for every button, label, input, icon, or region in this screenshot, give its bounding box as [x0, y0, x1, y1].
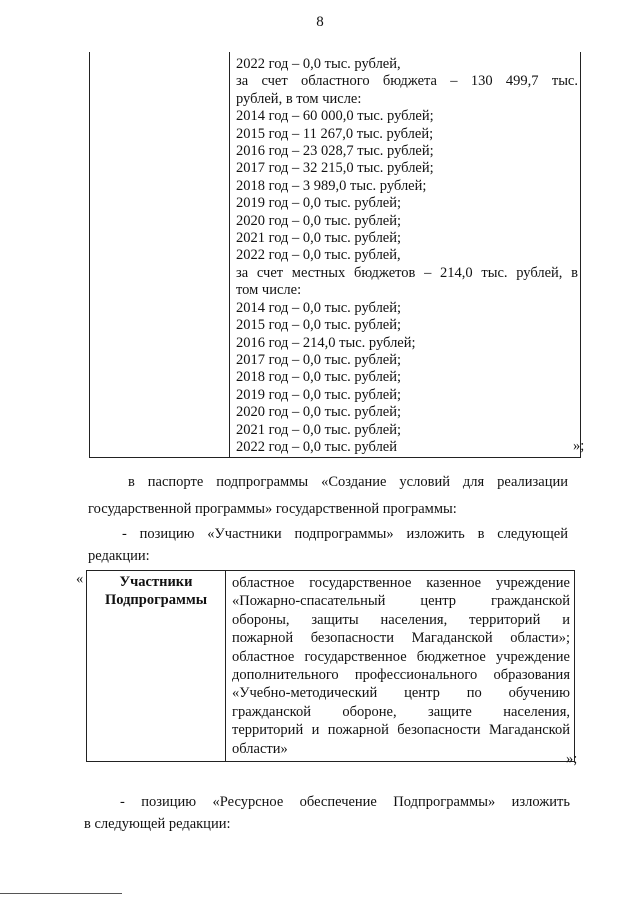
funding-line: 2022 год – 0,0 тыс. рублей,: [236, 247, 401, 264]
participants-line: «Пожарно-спасательный центр гражданской: [232, 593, 570, 610]
funding-line: 2022 год – 0,0 тыс. рублей: [236, 438, 398, 455]
footer-rule: [0, 893, 122, 894]
participants-label: Участники: [119, 574, 193, 590]
funding-line: 2014 год – 60 000,0 тыс. рублей;: [236, 108, 434, 125]
funding-table: [89, 52, 581, 458]
participants-line: областное государственное бюджетное учреждение: [232, 648, 570, 665]
paragraph-line: - позицию «Ресурсное обеспечение Подпрограммы» изложить: [120, 794, 570, 810]
funding-line: 2019 год – 0,0 тыс. рублей;: [236, 195, 402, 212]
funding-line: 2021 год – 0,0 тыс. рублей;: [236, 421, 402, 438]
participants-value-cell: [232, 574, 570, 758]
funding-line: 2017 год – 0,0 тыс. рублей;: [236, 351, 402, 368]
table-column-divider: [229, 52, 230, 457]
funding-line: 2014 год – 0,0 тыс. рублей;: [236, 299, 402, 316]
funding-line: 2020 год – 0,0 тыс. рублей;: [236, 404, 402, 421]
paragraph-line: государственной программы» государственной программы:: [88, 500, 457, 517]
resource-position-paragraph: [84, 794, 570, 833]
funding-line: 2021 год – 0,0 тыс. рублей;: [236, 230, 402, 247]
funding-line: 2019 год – 0,0 тыс. рублей;: [236, 386, 402, 403]
table-column-divider: [225, 571, 226, 761]
funding-line: том числе:: [236, 282, 302, 299]
paragraph-line: - позицию «Участники подпрограммы» изложить в следующей: [122, 526, 568, 542]
funding-line: 2020 год – 0,0 тыс. рублей;: [236, 212, 402, 229]
page-number: 8: [316, 14, 324, 30]
funding-line: рублей, в том числе:: [236, 90, 362, 107]
paragraph-line: в паспорте подпрограммы «Создание условий для реализации: [128, 474, 568, 490]
funding-line: 2018 год – 3 989,0 тыс. рублей;: [236, 177, 427, 194]
participants-line: «Учебно-методический центр по обучению: [232, 685, 570, 702]
funding-line: 2015 год – 0,0 тыс. рублей;: [236, 317, 402, 334]
funding-line: за счет местных бюджетов – 214,0 тыс. рублей, в: [236, 264, 578, 281]
funding-cell: [236, 56, 578, 456]
participants-label-cell: [87, 574, 225, 609]
participants-line: дополнительного профессионального образования: [232, 667, 570, 684]
closing-quote: »;: [573, 438, 585, 454]
participants-table: [86, 570, 575, 762]
participants-line: пожарной безопасности Магаданской области»;: [232, 630, 570, 647]
participants-label: Подпрограммы: [104, 591, 208, 608]
paragraph-line: в следующей редакции:: [84, 815, 231, 832]
opening-quote: «: [76, 571, 84, 587]
participants-line: областное государственное казенное учреждение: [232, 575, 570, 591]
funding-line: 2022 год – 0,0 тыс. рублей,: [236, 56, 401, 72]
participants-line: области»: [232, 740, 288, 757]
participants-line: обороны, защиты населения, территорий и: [232, 611, 570, 628]
funding-line: 2017 год – 32 215,0 тыс. рублей;: [236, 160, 434, 177]
participants-line: гражданской обороне, защите населения,: [232, 703, 570, 720]
participants-line: территорий и пожарной безопасности Магаданской: [232, 722, 570, 739]
closing-quote: »;: [566, 751, 578, 767]
subprogram-passport-paragraph: [88, 474, 568, 518]
paragraph-line: редакции:: [88, 547, 150, 564]
funding-line: 2015 год – 11 267,0 тыс. рублей;: [236, 125, 434, 142]
funding-line: 2018 год – 0,0 тыс. рублей;: [236, 369, 402, 386]
funding-line: 2016 год – 23 028,7 тыс. рублей;: [236, 143, 434, 160]
funding-line: 2016 год – 214,0 тыс. рублей;: [236, 334, 416, 351]
participants-position-paragraph: [88, 526, 568, 565]
funding-line: за счет областного бюджета – 130 499,7 тыс.: [236, 73, 578, 90]
